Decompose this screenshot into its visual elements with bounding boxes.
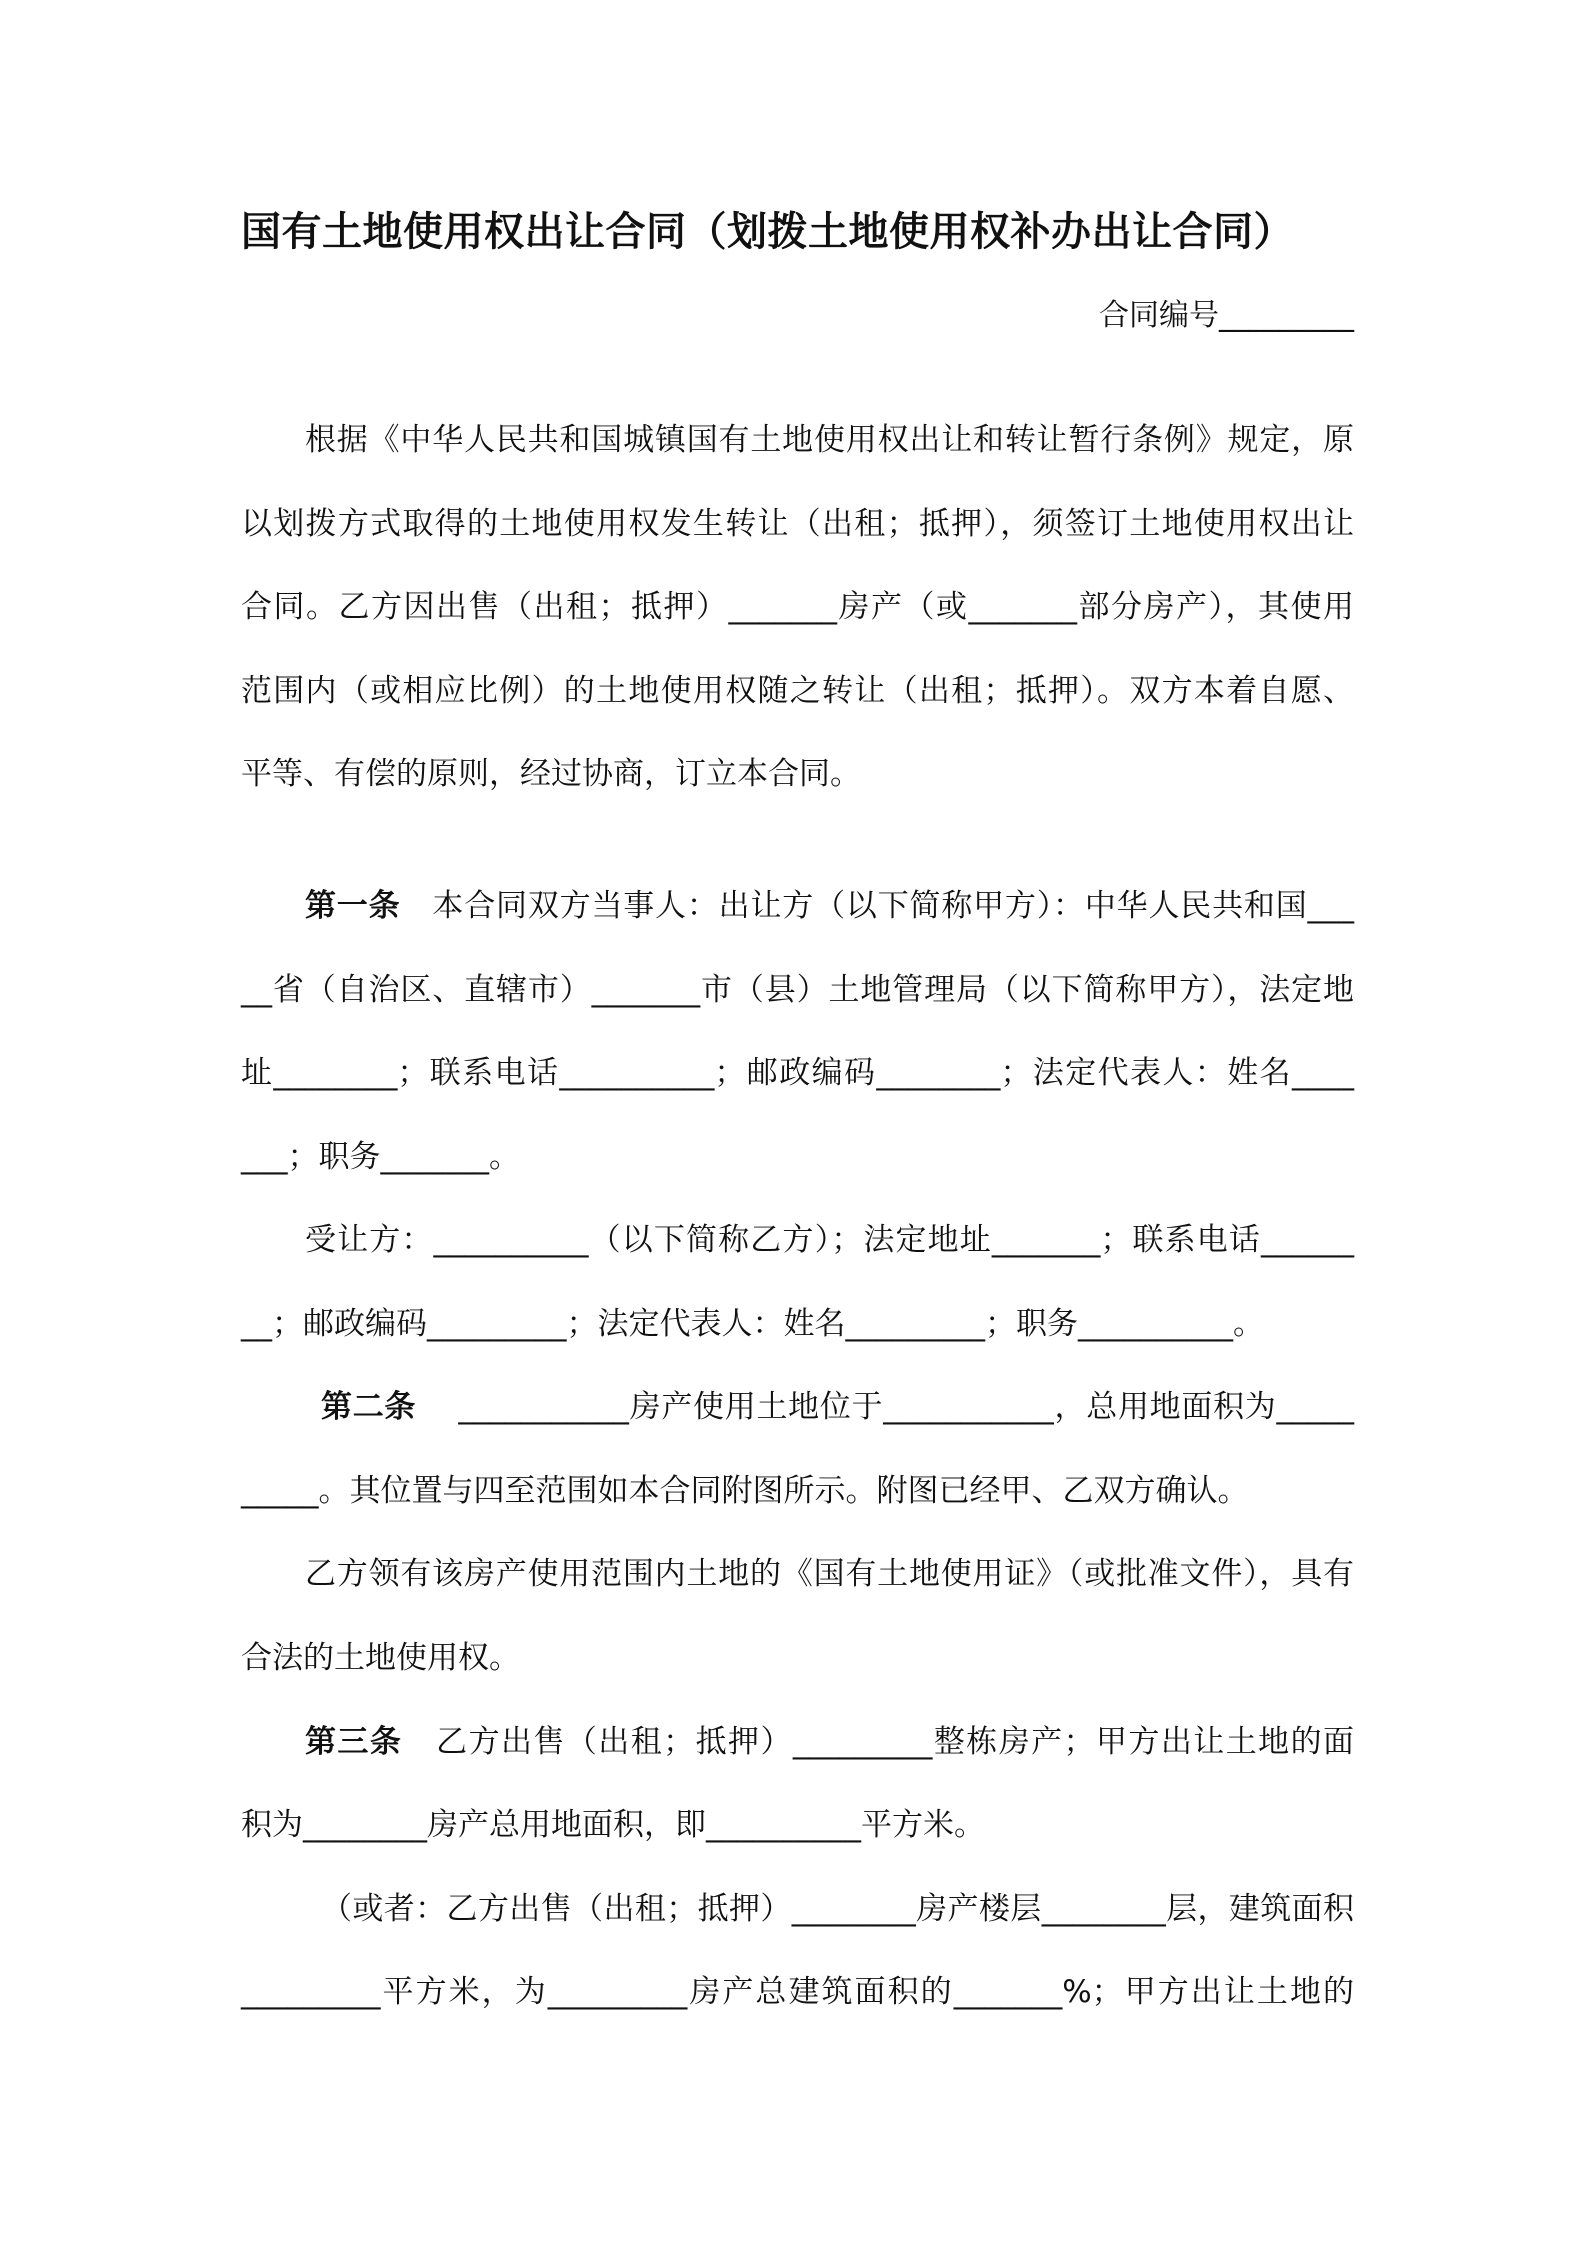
- article-2-label: 第二条: [321, 1389, 417, 1425]
- article-1-line: __省（自治区、直辖市）_______市（县）土地管理局（以下简称甲方），法定地: [241, 972, 1354, 1008]
- article-3-line: [241, 1722, 1354, 1762]
- article-1-line: 址________；联系电话__________；邮政编码________；法定代表人：姓名____: [241, 1055, 1354, 1091]
- article-2-line: _____。其位置与四至范围如本合同附图所示。附图已经甲、乙双方确认。: [241, 1473, 1249, 1509]
- paragraph-line: 根据《中华人民共和国城镇国有土地使用权出让和转让暂行条例》规定，原: [305, 422, 1354, 458]
- article-2-line: 乙方领有该房产使用范围内土地的《国有土地使用证》（或批准文件），具有: [305, 1556, 1354, 1592]
- article-3-text: 乙方出售（出租；抵押）_________整栋房产；甲方出让土地的面: [436, 1724, 1355, 1760]
- paragraph-line: 合同。乙方因出售（出租；抵押）_______房产（或_______部分房产），其使用: [241, 589, 1354, 625]
- article-1-label: 第一条: [305, 888, 401, 924]
- article-3-line: _________平方米，为_________房产总建筑面积的_______%；甲方出让土地的: [241, 1974, 1354, 2010]
- article-1-line: [241, 886, 1354, 926]
- article-2-line: 合法的土地使用权。: [241, 1640, 520, 1676]
- article-1-text: 本合同双方当事人：出让方（以下简称甲方）：中华人民共和国___: [432, 888, 1354, 924]
- article-3-label: 第三条: [305, 1724, 403, 1760]
- contract-number: 合同编号_________: [1099, 298, 1354, 333]
- article-1-line: ___；职务_______。: [241, 1139, 520, 1175]
- paragraph-line: 范围内（或相应比例）的土地使用权随之转让（出租；抵押）。双方本着自愿、: [241, 673, 1354, 709]
- paragraph-line: 以划拨方式取得的土地使用权发生转让（出租；抵押），须签订土地使用权出让: [241, 506, 1354, 542]
- assignee-line: 受让方：__________（以下简称乙方）；法定地址_______；联系电话______: [305, 1222, 1354, 1258]
- article-2-line: [241, 1387, 1354, 1427]
- article-3-line: （或者：乙方出售（出租；抵押）________房产楼层________层，建筑面积: [321, 1891, 1354, 1927]
- assignee-line: __；邮政编码_________；法定代表人：姓名_________；职务__________。: [241, 1306, 1264, 1342]
- document-title: 国有土地使用权出让合同（划拨土地使用权补办出让合同）: [241, 209, 1294, 255]
- article-2-text: ___________房产使用土地位于___________，总用地面积为_____: [458, 1389, 1355, 1425]
- article-3-line: 积为________房产总用地面积，即__________平方米。: [241, 1807, 985, 1843]
- paragraph-line: 平等、有偿的原则，经过协商，订立本合同。: [241, 756, 861, 792]
